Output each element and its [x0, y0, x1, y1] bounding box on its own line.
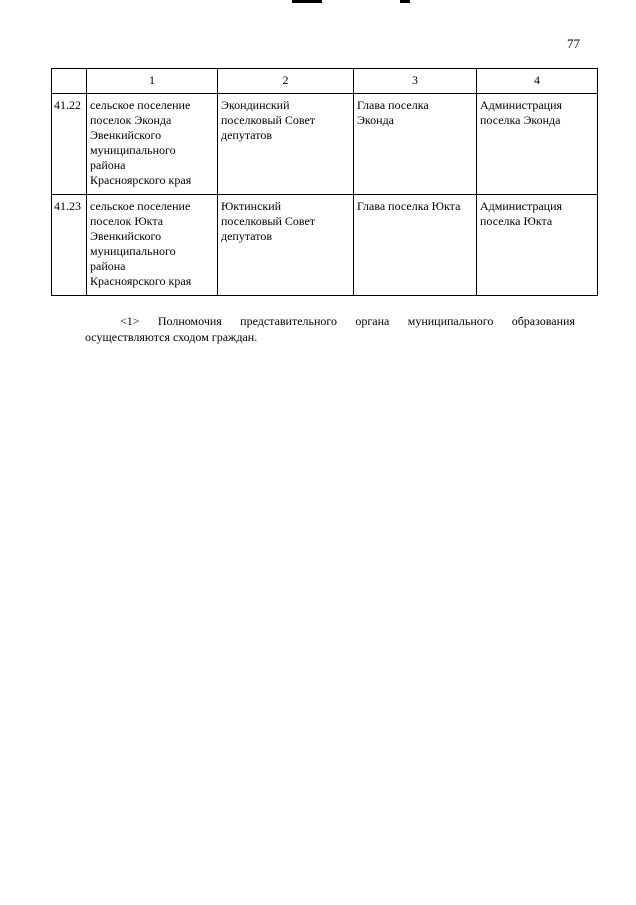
cell-line: района	[90, 259, 126, 273]
council-cell	[218, 195, 354, 296]
cell-line: поселка Эконда	[480, 113, 561, 127]
head-cell	[354, 94, 477, 195]
page-number: 77	[567, 36, 580, 51]
cell-line: Красноярского края	[90, 274, 192, 288]
scan-artifact-line	[292, 0, 322, 3]
cell-line: Глава поселка Юкта	[357, 199, 461, 213]
cell-line: поселковый Совет	[221, 214, 316, 228]
municipality-cell	[87, 195, 218, 296]
header-cell-3: 3	[354, 69, 477, 94]
cell-line: сельское поселение	[90, 199, 191, 213]
cell-line: поселок Юкта	[90, 214, 164, 228]
administration-cell	[477, 94, 598, 195]
head-cell	[354, 195, 477, 296]
row-number-cell: 41.23	[52, 195, 87, 296]
cell-line: Юктинский	[221, 199, 282, 213]
cell-line: Глава поселка	[357, 98, 429, 112]
cell-line: депутатов	[221, 128, 273, 142]
cell-line: Администрация	[480, 98, 563, 112]
cell-line: поселковый Совет	[221, 113, 316, 127]
header-cell-1: 1	[87, 69, 218, 94]
cell-line: депутатов	[221, 229, 273, 243]
cell-line: Эконда	[357, 113, 394, 127]
table-header-row	[52, 69, 598, 94]
cell-line: Эвенкийского	[90, 128, 162, 142]
council-cell	[218, 94, 354, 195]
row-number-cell: 41.22	[52, 94, 87, 195]
cell-line: Администрация	[480, 199, 563, 213]
cell-line: Экондинский	[221, 98, 290, 112]
cell-line: муниципального	[90, 143, 176, 157]
administration-cell	[477, 195, 598, 296]
header-cell-number	[52, 69, 87, 94]
cell-line: района	[90, 158, 126, 172]
header-cell-4: 4	[477, 69, 598, 94]
scan-artifact-mark	[400, 0, 410, 3]
municipality-cell	[87, 94, 218, 195]
table-row	[52, 195, 598, 296]
cell-line: сельское поселение	[90, 98, 191, 112]
cell-line: поселка Юкта	[480, 214, 553, 228]
header-cell-2: 2	[218, 69, 354, 94]
table-row	[52, 94, 598, 195]
cell-line: муниципального	[90, 244, 176, 258]
document-table	[51, 68, 598, 296]
footnote: <1> Полномочия представительного органа муниципального образования осуществляются сходом граждан.	[85, 314, 575, 344]
cell-line: поселок Эконда	[90, 113, 172, 127]
cell-line: Красноярского края	[90, 173, 192, 187]
cell-line: Эвенкийского	[90, 229, 162, 243]
